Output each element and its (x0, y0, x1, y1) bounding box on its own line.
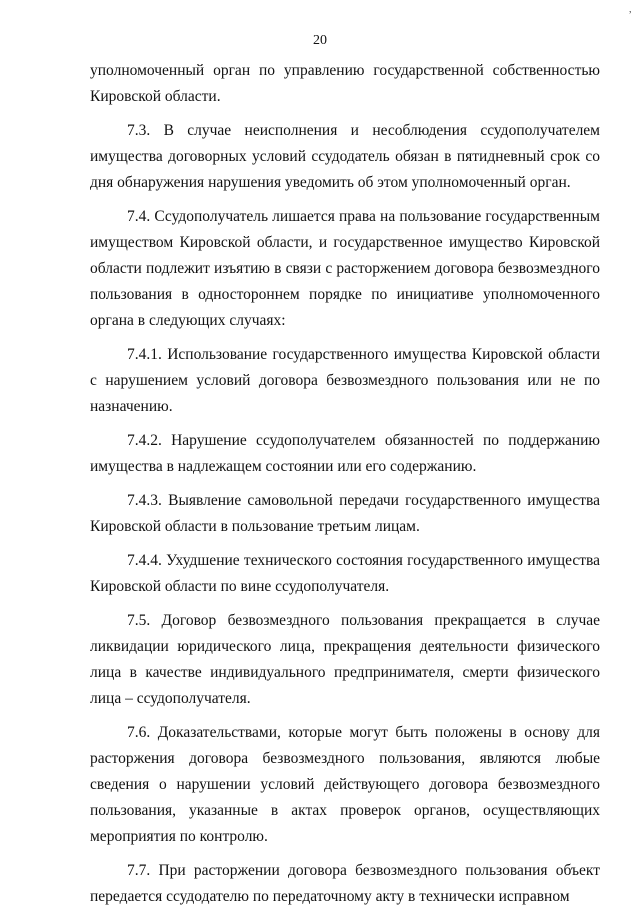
paragraph-7-6: 7.6. Доказательствами, которые могут быть положены в основу для расторжения договора безвозмездного пользования, являются любые сведения о нарушении условий действующего договора безвозмездного пользования, указанные в актах проверок органов, осуществляющих мероприятия по контролю. (90, 724, 600, 845)
corner-mark: , (629, 4, 632, 15)
paragraph-7-4-4: 7.4.4. Ухудшение технического состояния государственного имущества Кировской области по вине ссудополучателя. (90, 552, 600, 595)
paragraph-7-4-3: 7.4.3. Выявление самовольной передачи государственного имущества Кировской области в пользование третьим лицам. (90, 492, 600, 535)
paragraph-7-4-2: 7.4.2. Нарушение ссудополучателем обязанностей по поддержанию имущества в надлежащем состоянии или его содержанию. (90, 432, 600, 475)
paragraph-continuation: уполномоченный орган по управлению государственной собственностью Кировской области. (90, 62, 600, 105)
page-number: 20 (313, 33, 327, 48)
document-body (90, 58, 600, 910)
paragraph-7-3: 7.3. В случае неисполнения и несоблюдения ссудополучателем имущества договорных условий ссудодатель обязан в пятидневный срок со дня обнаружения нарушения уведомить об этом уполномоченный орган. (90, 122, 600, 191)
paragraph-7-5: 7.5. Договор безвозмездного пользования прекращается в случае ликвидации юридического лица, прекращения деятельности физического лица в качестве индивидуального предпринимателя, смерти физического лица – ссудополучателя. (90, 612, 600, 707)
paragraph-7-4: 7.4. Ссудополучатель лишается права на пользование государственным имуществом Кировской области, и государственное имущество Кировской области подлежит изъятию в связи с расторжением договора безвозмездного пользования в одностороннем порядке по инициативе уполномоченного органа в следующих случаях: (90, 208, 600, 329)
paragraph-7-4-1: 7.4.1. Использование государственного имущества Кировской области с нарушением условий договора безвозмездного пользования или не по назначению. (90, 346, 600, 415)
paragraph-7-7: 7.7. При расторжении договора безвозмездного пользования объект передается ссудодателю по передаточному акту в технически исправном (90, 862, 600, 905)
